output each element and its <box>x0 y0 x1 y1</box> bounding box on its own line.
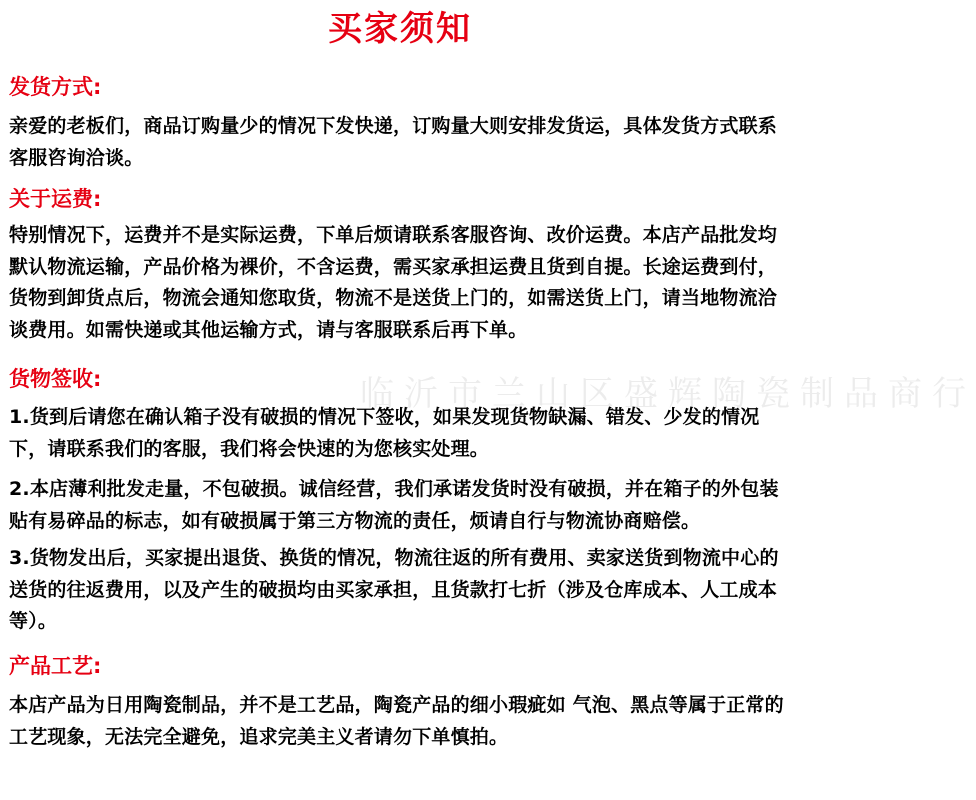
section-heading-product-craft: 产品工艺: <box>9 654 102 678</box>
section-heading-shipping-fee: 关于运费: <box>9 187 102 211</box>
store-watermark: 临沂市兰山区盛辉陶瓷制品商行 <box>360 374 976 414</box>
section-paragraph: 本店产品为日用陶瓷制品，并不是工艺品，陶瓷产品的细小瑕疵如 气泡、黑点等属于正常的工艺现象，无法完全避免，追求完美主义者请勿下单慎拍。 <box>9 694 784 748</box>
page-title: 买家须知 <box>328 9 472 49</box>
section-paragraph: 1.货到后请您在确认箱子没有破损的情况下签收，如果发现货物缺漏、错发、少发的情况下，请联系我们的客服，我们将会快速的为您核实处理。 <box>9 406 760 460</box>
section-paragraph: 3.货物发出后，买家提出退货、换货的情况，物流往返的所有费用、卖家送货到物流中心的送货的往返费用，以及产生的破损均由买家承担，且货款打七折（涉及仓库成本、人工成本等）。 <box>9 547 779 632</box>
section-paragraph: 特别情况下，运费并不是实际运费，下单后烦请联系客服咨询、改价运费。本店产品批发均默认物流运输，产品价格为裸价，不含运费，需买家承担运费且货到自提。长途运费到付，货物到卸货点后，物流会通知您取货，物流不是送货上门的，如需送货上门，请当地物流洽谈费用。如需快递或其他运输方式，请与客服联系后再下单。 <box>9 224 778 341</box>
section-heading-goods-receipt: 货物签收: <box>9 367 102 391</box>
section-heading-shipping-method: 发货方式: <box>9 75 102 99</box>
section-paragraph: 亲爱的老板们，商品订购量少的情况下发快递，订购量大则安排发货运，具体发货方式联系客服咨询洽谈。 <box>9 115 778 169</box>
section-paragraph: 2.本店薄利批发走量，不包破损。诚信经营，我们承诺发货时没有破损，并在箱子的外包装贴有易碎品的标志，如有破损属于第三方物流的责任，烦请自行与物流协商赔偿。 <box>9 478 779 532</box>
